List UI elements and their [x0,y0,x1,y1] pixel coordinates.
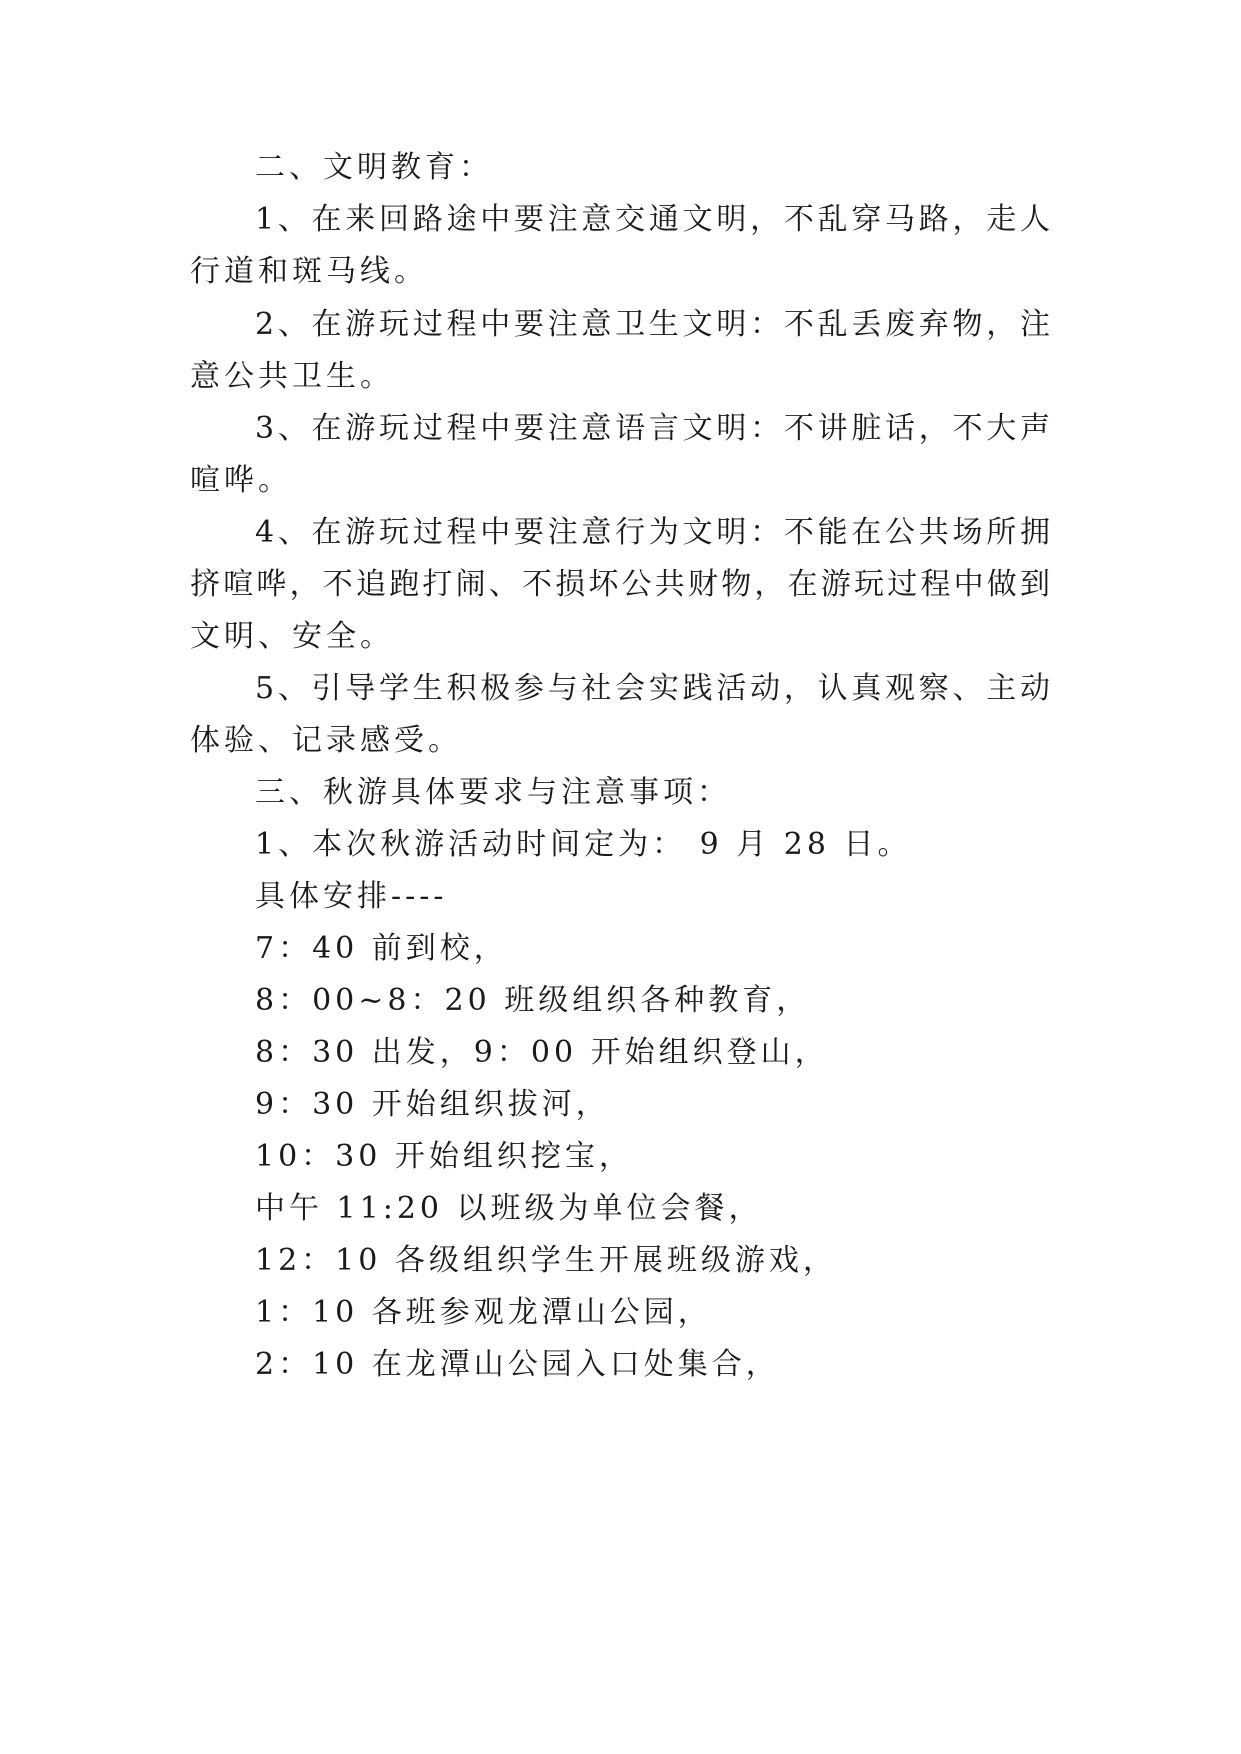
item1-line1: 1、在来回路途中要注意交通文明，不乱穿马路，走人 [255,202,1050,237]
item3-line2: 喧哗。 [190,463,292,498]
schedule-item: 7：40 前到校， [255,931,508,966]
item2-line2: 意公共卫生。 [190,359,394,394]
schedule-heading: 具体安排---- [255,879,448,914]
item4-line1: 4、在游玩过程中要注意行为文明：不能在公共场所拥 [255,515,1050,550]
schedule-item: 2：10 在龙潭山公园入口处集合， [255,1347,780,1382]
schedule-item: 8：00~8：20 班级组织各种教育， [255,983,811,1018]
schedule-item: 9：30 开始组织拔河， [255,1087,610,1122]
item3-line1: 3、在游玩过程中要注意语言文明：不讲脏话，不大声 [255,411,1050,446]
schedule-item: 中午 11:20 以班级为单位会餐， [255,1191,763,1226]
schedule-item: 12：10 各级组织学生开展班级游戏， [255,1243,837,1278]
requirement-date: 1、本次秋游活动时间定为： 9 月 28 日。 [255,827,912,862]
schedule-item: 8：30 出发，9：00 开始组织登山， [255,1035,829,1070]
item5-line1: 5、引导学生积极参与社会实践活动，认真观察、主动 [255,671,1050,706]
section-heading-requirements: 三、秋游具体要求与注意事项： [255,775,731,810]
item2-line1: 2、在游玩过程中要注意卫生文明：不乱丢废弃物，注 [255,307,1050,342]
schedule-item: 1：10 各班参观龙潭山公园， [255,1295,712,1330]
item4-line2: 挤喧哗，不追跑打闹、不损坏公共财物，在游玩过程中做到 [190,567,1050,602]
item5-line2: 体验、记录感受。 [190,723,462,758]
item1-line2: 行道和斑马线。 [190,254,428,289]
item4-line3: 文明、安全。 [190,619,394,654]
schedule-item: 10：30 开始组织挖宝， [255,1139,633,1174]
section-heading-civility: 二、文明教育： [255,150,493,185]
